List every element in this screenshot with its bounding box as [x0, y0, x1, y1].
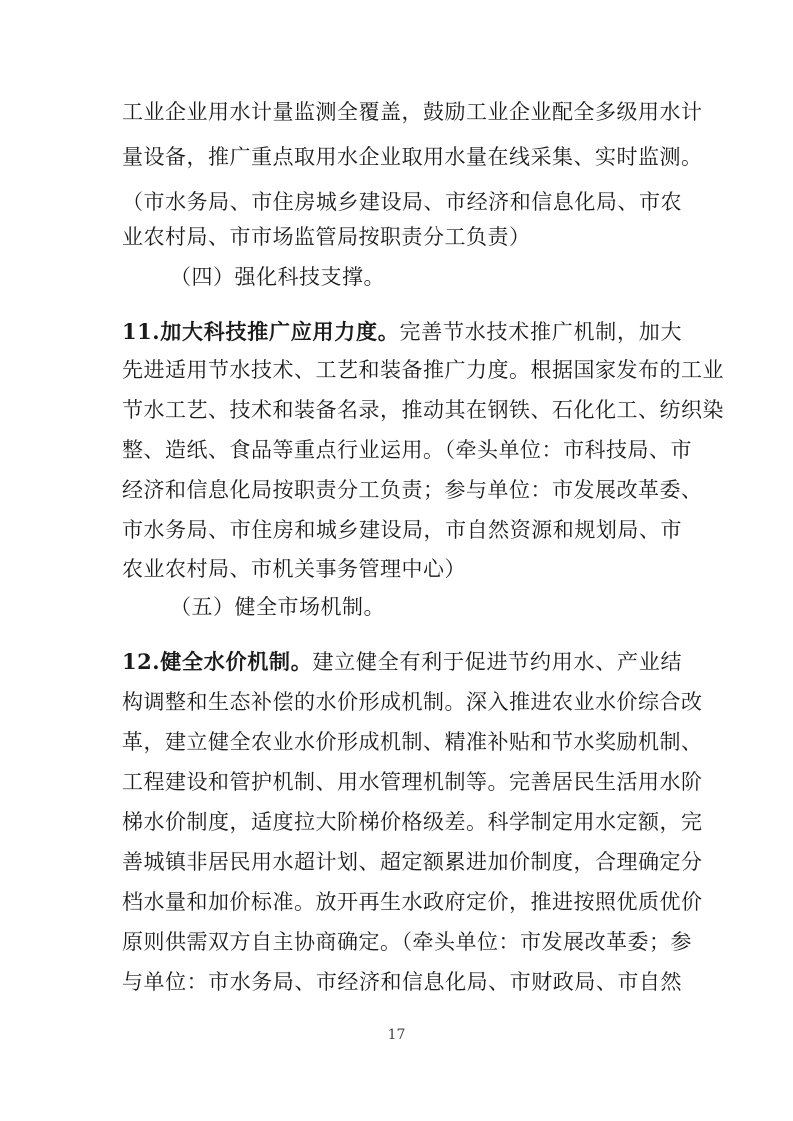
body-line: 12.健全水价机制。建立健全有利于促进节约用水、产业结	[122, 649, 682, 674]
body-line: 量设备，推广重点取用水企业取用水量在线采集、实时监测。	[122, 145, 703, 169]
body-line: 工业企业用水计量监测全覆盖，鼓励工业企业配全多级用水计	[122, 100, 703, 124]
body-line: 工程建设和管护机制、用水管理机制等。完善居民生活用水阶	[122, 770, 703, 794]
item-heading: 12.健全水价机制。	[122, 649, 313, 674]
body-line: 整、造纸、食品等重点行业运用。（牵头单位：市科技局、市	[122, 438, 692, 462]
body-line: 节水工艺、技术和装备名录，推动其在钢铁、石化化工、纺织染	[122, 398, 724, 422]
body-line: 善城镇非居民用水超计划、超定额累进加价制度，合理确定分	[122, 850, 703, 874]
body-line: 农业农村局、市机关事务管理中心）	[122, 557, 466, 581]
body-line: 与单位：市水务局、市经济和信息化局、市财政局、市自然	[122, 970, 682, 994]
page-number: 17	[387, 1027, 406, 1043]
body-line: （市水务局、市住房城乡建设局、市经济和信息化局、市农	[122, 190, 682, 214]
body-line: 11.加大科技推广应用力度。完善节水技术推广机制，加大	[122, 319, 682, 344]
body-line: 构调整和生态补偿的水价形成机制。深入推进农业水价综合改	[122, 690, 703, 714]
section-heading: （五）健全市场机制。	[170, 595, 385, 619]
body-line: 业农村局、市市场监管局按职责分工负责）	[122, 225, 531, 249]
section-heading: （四）强化科技支撑。	[170, 265, 385, 289]
body-line: 经济和信息化局按职责分工负责；参与单位：市发展改革委、	[122, 478, 703, 502]
body-line: 革，建立健全农业水价形成机制、精准补贴和节水奖励机制、	[122, 730, 703, 754]
item-heading: 11.加大科技推广应用力度。	[122, 319, 400, 344]
body-line: 市水务局、市住房和城乡建设局，市自然资源和规划局、市	[122, 518, 682, 542]
body-line: 先进适用节水技术、工艺和装备推广力度。根据国家发布的工业	[122, 358, 724, 382]
body-line: 梯水价制度，适度拉大阶梯价格级差。科学制定用水定额，完	[122, 810, 703, 834]
body-line: 档水量和加价标准。放开再生水政府定价，推进按照优质优价	[122, 890, 703, 914]
body-line: 原则供需双方自主协商确定。（牵头单位：市发展改革委；参	[122, 930, 692, 954]
